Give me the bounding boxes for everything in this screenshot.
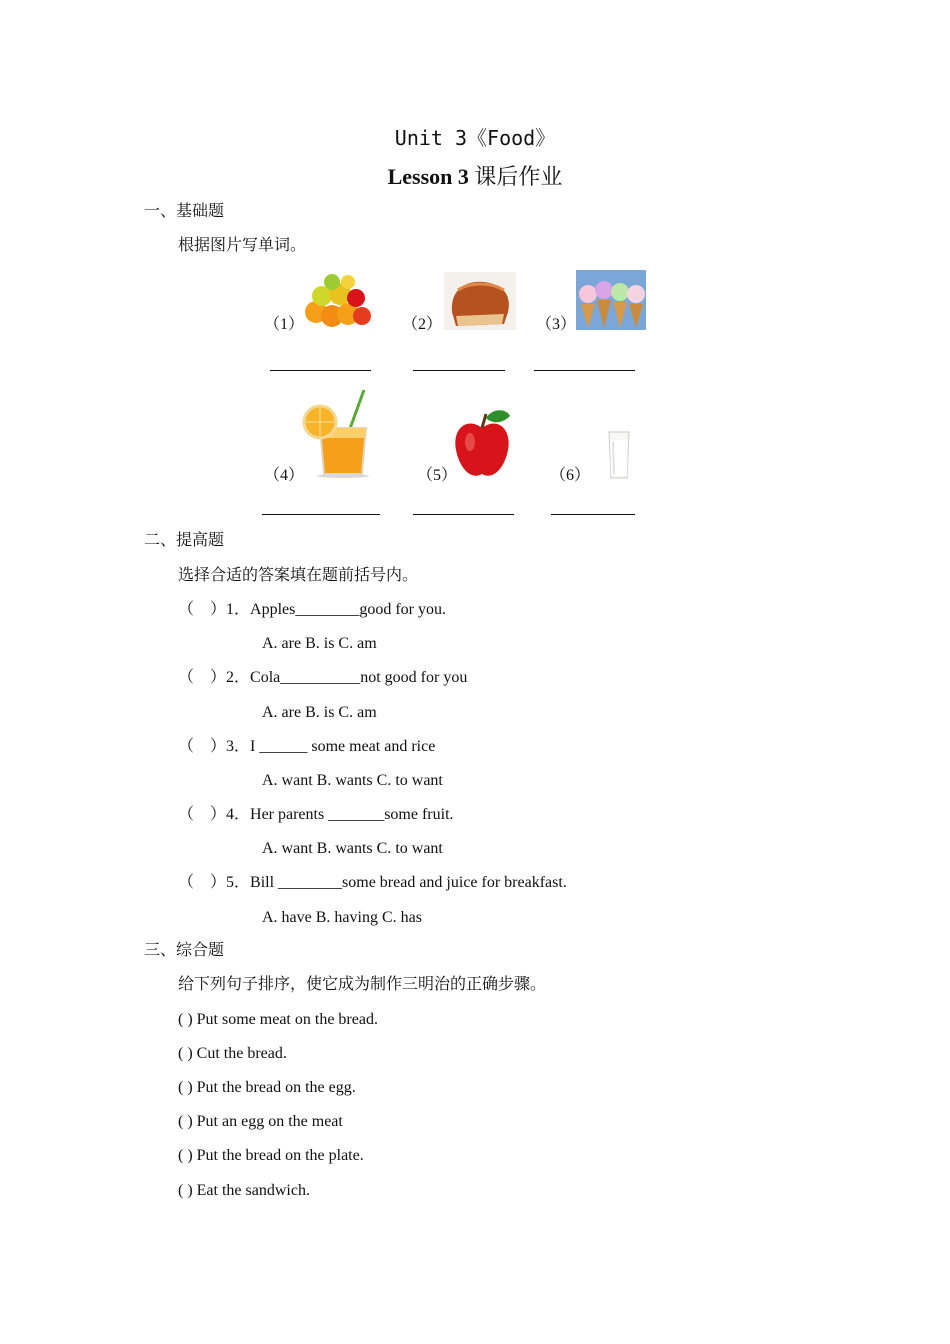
bread-loaf-icon [444,272,516,330]
ice-cream-cones-icon [576,270,646,330]
section2-instruction: 选择合适的答案填在题前括号内。 [178,567,419,584]
question-5-options: A. have B. having C. has [262,909,422,926]
section1-instruction: 根据图片写单词。 [178,237,307,254]
orange-juice-icon [302,390,378,478]
answer-blank-5[interactable] [413,514,514,515]
question-3-options: A. want B. wants C. to want [262,772,443,789]
sandwich-step-6[interactable]: ( ) Eat the sandwich. [178,1182,310,1199]
section3-instruction: 给下列句子排序，使它成为制作三明治的正确步骤。 [178,976,547,993]
question-3 [178,737,435,757]
milk-glass-icon [606,430,632,480]
question-5 [178,873,567,893]
question-1-options: A. are B. is C. am [262,635,377,652]
question-1-text: 1．Apples________good for you. [226,601,447,618]
sandwich-step-2[interactable]: ( ) Cut the bread. [178,1045,287,1062]
question-2-options: A. are B. is C. am [262,704,377,721]
answer-paren-1[interactable]: （ ） [178,601,227,618]
section2-heading: 二、提高题 [144,532,225,549]
answer-paren-2[interactable]: （ ） [178,669,227,686]
question-4 [178,805,454,825]
answer-paren-4[interactable]: （ ） [178,806,227,823]
answer-blank-1[interactable] [270,370,371,371]
worksheet-subtitle [0,160,950,191]
question-1 [178,600,446,620]
lesson-label: Lesson 3 [387,164,469,189]
section1-heading: 一、基础题 [144,203,225,220]
answer-paren-5[interactable]: （ ） [178,874,227,891]
fruit-pile-icon [302,272,372,330]
question-5-text: 5．Bill ________some bread and juice for breakfast. [226,874,567,891]
picture-number-5: （5） [417,467,458,484]
picture-number-3: （3） [536,316,577,333]
answer-blank-4[interactable] [262,514,380,515]
picture-number-6: （6） [550,467,591,484]
question-3-text: 3．I ______ some meat and rice [226,738,436,755]
apple-icon [452,406,512,480]
section3-heading: 三、综合题 [144,942,225,959]
sandwich-step-4[interactable]: ( ) Put an egg on the meat [178,1113,343,1130]
sandwich-step-1[interactable]: ( ) Put some meat on the bread. [178,1011,378,1028]
sandwich-step-5[interactable]: ( ) Put the bread on the plate. [178,1147,364,1164]
question-2 [178,668,467,688]
answer-blank-3[interactable] [534,370,635,371]
picture-number-2: （2） [402,316,443,333]
question-4-text: 4．Her parents _______some fruit. [226,806,454,823]
question-4-options: A. want B. wants C. to want [262,840,443,857]
answer-blank-2[interactable] [413,370,505,371]
homework-label: 课后作业 [474,164,563,189]
picture-number-1: （1） [264,316,305,333]
worksheet-title: Unit 3《Food》 [394,126,556,150]
question-2-text: 2．Cola__________not good for you [226,669,468,686]
sandwich-step-3[interactable]: ( ) Put the bread on the egg. [178,1079,356,1096]
picture-number-4: （4） [264,467,305,484]
answer-blank-6[interactable] [551,514,635,515]
answer-paren-3[interactable]: （ ） [178,738,227,755]
